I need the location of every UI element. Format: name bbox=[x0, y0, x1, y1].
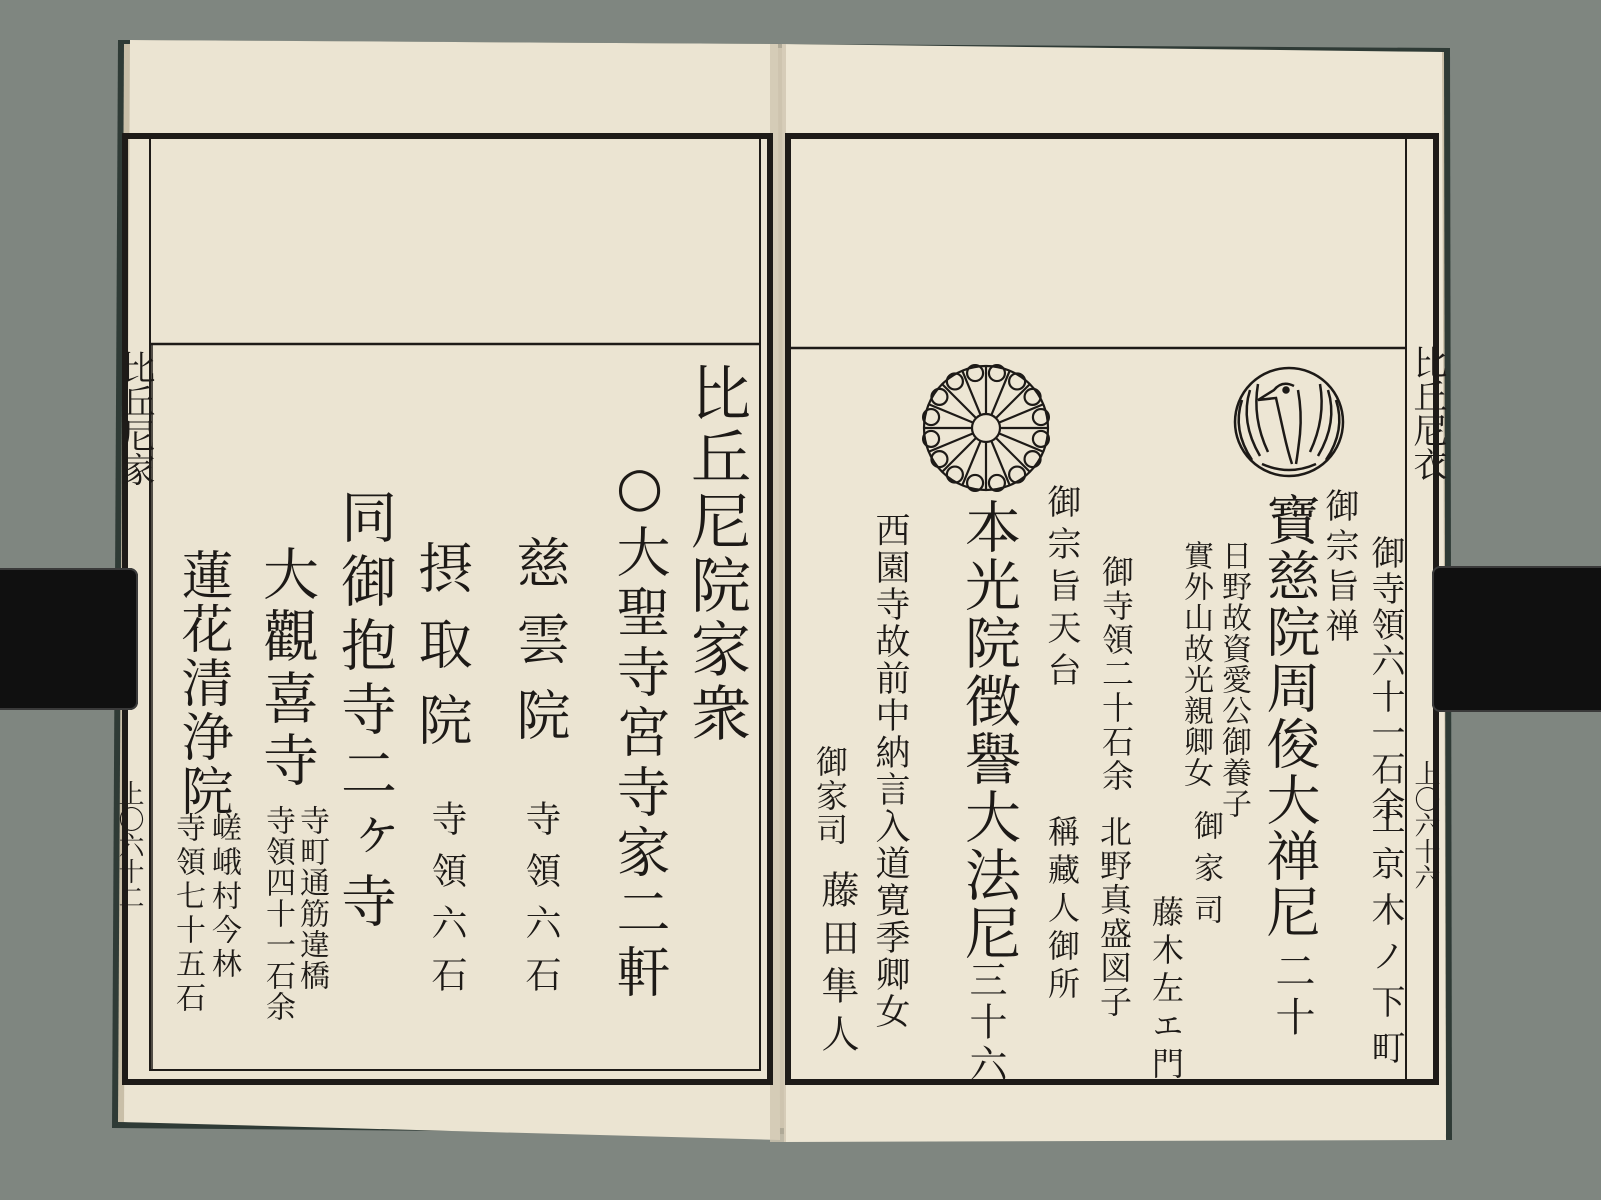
right-page-clamp bbox=[1432, 566, 1601, 712]
right-margin-title: 比丘尼衣 bbox=[1407, 345, 1447, 481]
hojiin-sect: 御宗旨禅 bbox=[1319, 488, 1359, 648]
entry-rengeshojoin-name: 蓮花清浄院 bbox=[172, 548, 232, 818]
entry-daikangiji-name: 大觀喜寺 bbox=[254, 545, 319, 793]
crane-crest-icon bbox=[1222, 360, 1356, 484]
hongoin-age: 三十六 bbox=[963, 960, 1007, 1086]
right-margin-folio: 上〇六十六 bbox=[1410, 760, 1440, 890]
entry-rengeshojoin-note-1: 嵯峨村今林 bbox=[206, 812, 241, 982]
hongoin-income: 御寺領二十石余 bbox=[1097, 555, 1135, 793]
hojiin-steward-label: 御家司 bbox=[1188, 810, 1223, 936]
entry-daishoji: ○大聖寺宮寺家二軒 bbox=[608, 455, 671, 1004]
hojiin-location: 上京木ノ下町 bbox=[1365, 800, 1405, 1076]
entry-sesshuin-note: 寺領六石 bbox=[426, 800, 467, 1008]
hojiin-steward: 藤木左エ門 bbox=[1147, 895, 1185, 1085]
entry-okakae: 同御抱寺二ヶ寺 bbox=[332, 488, 397, 936]
hongoin-name: 本光院徴譽大法尼 bbox=[956, 498, 1021, 962]
left-margin-title: 比丘尼家 bbox=[115, 350, 155, 486]
entry-sesshuin-name: 摂取院 bbox=[410, 540, 473, 768]
hojiin-lineage-2: 實外山故光親卿女 bbox=[1178, 540, 1213, 788]
chrysanthemum-crest-icon bbox=[920, 362, 1052, 494]
entry-rengeshojoin-note-2: 寺領七十五石 bbox=[170, 812, 205, 1016]
hongoin-location-1: 北野真盛図子 bbox=[1095, 815, 1133, 1019]
left-page-title: 比丘尼院家衆 bbox=[681, 362, 751, 746]
hongoin-location-2: 稱藏人御所 bbox=[1043, 815, 1081, 1005]
entry-jiunin-note: 寺領六石 bbox=[520, 800, 561, 1008]
hojiin-income: 御寺領六十一石余 bbox=[1365, 535, 1405, 823]
hojiin-name: 寶慈院周俊大禅尼 bbox=[1258, 492, 1321, 940]
hojiin-lineage-1: 日野故資愛公御養子 bbox=[1216, 540, 1251, 819]
left-page-clamp bbox=[0, 568, 138, 710]
entry-daikangiji-note-1: 寺町通筋違橋 bbox=[294, 805, 329, 991]
hongoin-steward-label: 御家司 bbox=[811, 745, 849, 847]
hongoin-sect: 御宗旨天台 bbox=[1041, 484, 1081, 694]
entry-jiunin-name: 慈雲院 bbox=[508, 535, 571, 763]
hongoin-steward: 藤田隼人 bbox=[815, 870, 859, 1062]
entry-daikangiji-note-2: 寺領四十一石余 bbox=[260, 805, 295, 1022]
left-margin-folio: 上〇六十二 bbox=[114, 780, 144, 910]
hojiin-age: 二十 bbox=[1269, 950, 1315, 1042]
hongoin-lineage: 西園寺故前中納言入道寛季卿女 bbox=[870, 512, 910, 1030]
